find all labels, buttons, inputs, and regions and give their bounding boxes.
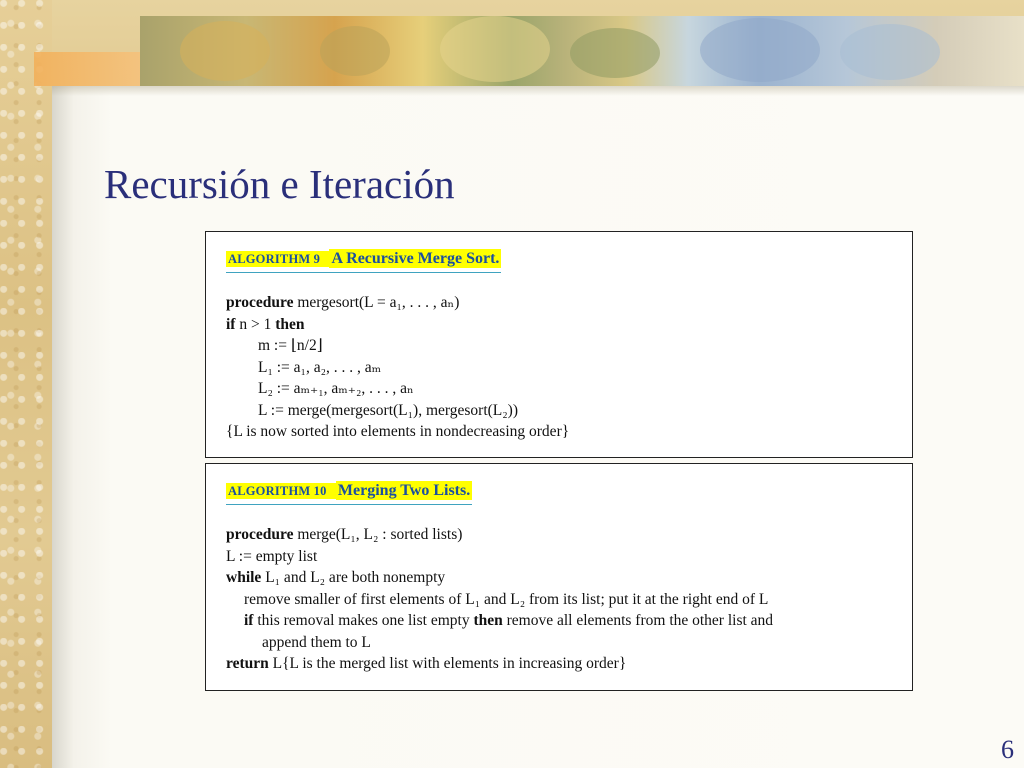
code-text: merge(L₁, L₂ : sorted lists) — [293, 526, 463, 543]
code-text: L := merge(mergesort(L₁), mergesort(L₂)) — [258, 401, 518, 419]
keyword: return — [226, 655, 269, 672]
keyword: procedure — [226, 294, 294, 311]
code-line — [226, 610, 773, 632]
slide-title: Recursión e Iteración — [104, 161, 455, 207]
code-text: L₁ and L₂ are both nonempty — [261, 569, 446, 586]
algorithm-9-box — [205, 231, 913, 458]
leaf-shape — [180, 21, 270, 81]
algorithm-10-label: ALGORITHM 10 — [228, 484, 327, 498]
code-text: append them to L — [262, 633, 371, 651]
code-text: m := ⌊n/2⌋ — [258, 337, 323, 354]
code-line — [226, 653, 773, 675]
code-text: L := empty list — [226, 547, 318, 565]
algorithm-9-heading — [226, 250, 501, 273]
keyword: if — [244, 612, 254, 629]
keyword: if — [226, 315, 236, 333]
algorithm-9-label: ALGORITHM 9 — [228, 252, 321, 266]
code-text: remove all elements from the other list and — [502, 612, 774, 629]
code-line — [226, 314, 569, 336]
algorithm-10-title: Merging Two Lists. — [337, 482, 471, 499]
keyword: procedure — [226, 526, 294, 543]
code-text: L₁ := a₁, a₂, . . . , aₘ — [258, 358, 382, 376]
code-line — [226, 632, 773, 654]
code-text: this removal makes one list empty — [253, 612, 474, 629]
keyword: while — [226, 569, 262, 586]
algorithm-10-heading — [226, 482, 472, 505]
code-line — [226, 335, 569, 357]
algorithm-9-title: A Recursive Merge Sort. — [331, 250, 500, 267]
keyword: then — [473, 612, 503, 629]
code-text: L₂ := aₘ₊₁, aₘ₊₂, . . . , aₙ — [258, 380, 414, 397]
code-line — [226, 546, 773, 568]
code-line — [226, 524, 773, 546]
parchment-left-strip — [0, 0, 52, 768]
code-line — [226, 378, 569, 400]
heading-spacer — [329, 483, 336, 499]
code-line — [226, 357, 569, 379]
code-line — [226, 292, 569, 314]
keyword: then — [275, 315, 305, 333]
leaf-banner-image — [140, 16, 1024, 86]
code-line — [226, 421, 569, 443]
algorithm-10-code — [226, 524, 773, 675]
leaf-shape — [570, 28, 660, 78]
code-text: {L is now sorted into elements in nondecreasing order} — [226, 423, 570, 440]
code-text: remove smaller of first elements of L₁ and L₂ from its list; put it at the right end of L — [244, 590, 769, 608]
code-line — [226, 400, 569, 422]
leaf-shape — [320, 26, 390, 76]
code-text: mergesort(L = a₁, . . . , aₙ) — [293, 294, 460, 311]
panel-shadow — [52, 86, 1024, 96]
leaf-shape — [840, 24, 940, 80]
page-number: 6 — [1001, 735, 1014, 764]
code-text: L{L is the merged list with elements in increasing order} — [268, 655, 627, 672]
algorithm-9-code — [226, 292, 569, 443]
leaf-shape — [440, 16, 550, 82]
code-text: n > 1 — [235, 315, 276, 333]
code-line — [226, 589, 773, 611]
code-line — [226, 567, 773, 589]
algorithm-10-box — [205, 463, 913, 691]
leaf-shape — [700, 18, 820, 82]
